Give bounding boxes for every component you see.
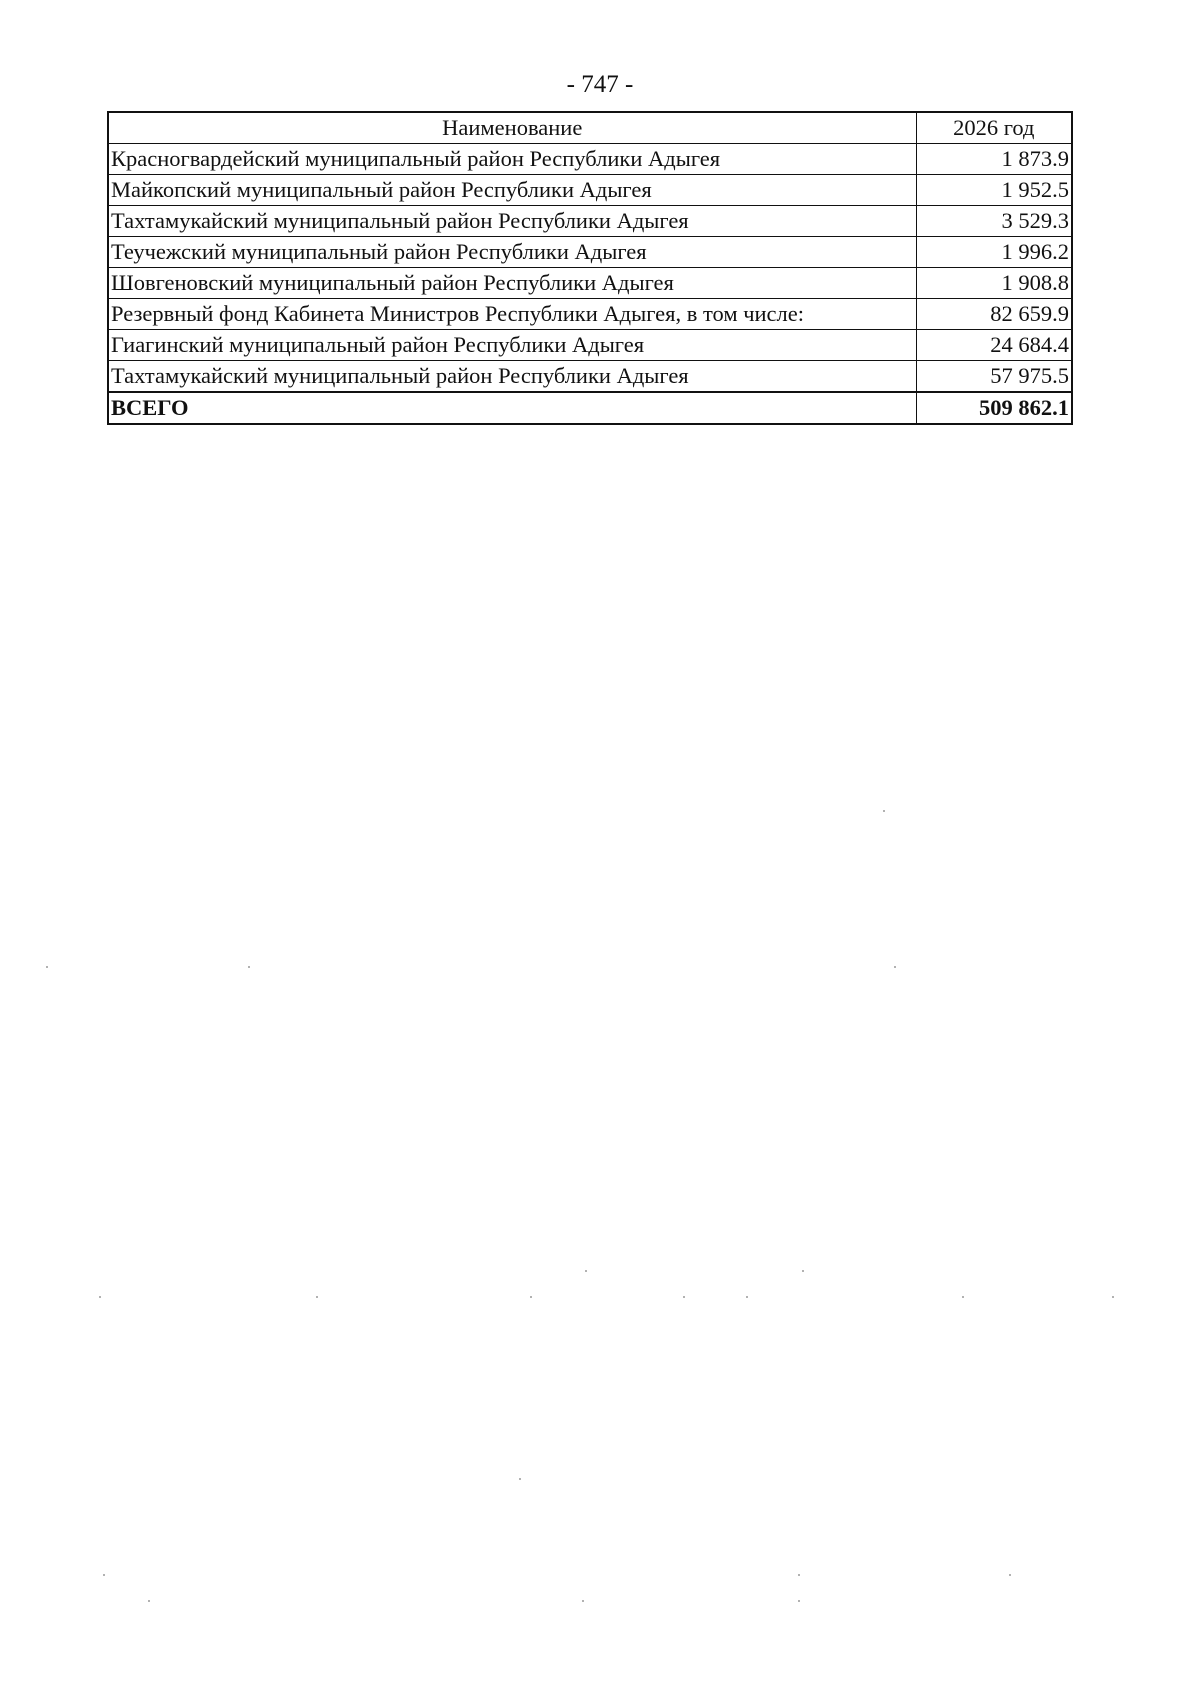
table-row [108,237,1072,268]
row-value: 82 659.9 [916,299,1072,330]
scan-speck [894,966,896,968]
scan-speck [883,810,885,812]
row-value: 1 996.2 [916,237,1072,268]
scan-speck [46,966,48,968]
row-name: Тахтамукайский муниципальный район Республики Адыгея [108,361,916,393]
row-value: 3 529.3 [916,206,1072,237]
table-row [108,175,1072,206]
row-value: 1 873.9 [916,144,1072,175]
total-row [108,392,1072,424]
header-year: 2026 год [916,112,1072,144]
row-value: 57 975.5 [916,361,1072,393]
header-name: Наименование [108,112,916,144]
table-row [108,330,1072,361]
scan-speck [802,1270,804,1272]
scan-speck [962,1296,964,1298]
table-row [108,144,1072,175]
scan-speck [519,1478,521,1480]
budget-table [107,111,1073,425]
total-value: 509 862.1 [916,392,1072,424]
scan-speck [585,1270,587,1272]
scan-speck [99,1296,101,1298]
page-number: - 747 - [566,71,634,98]
table-row [108,268,1072,299]
scan-speck [248,966,250,968]
scan-speck [148,1600,150,1602]
row-name: Гиагинский муниципальный район Республики Адыгея [108,330,916,361]
scan-speck [683,1296,685,1298]
row-value: 1 952.5 [916,175,1072,206]
table-header-row [108,112,1072,144]
row-value: 24 684.4 [916,330,1072,361]
row-name: Майкопский муниципальный район Республики Адыгея [108,175,916,206]
row-value: 1 908.8 [916,268,1072,299]
row-name: Шовгеновский муниципальный район Республики Адыгея [108,268,916,299]
table-row [108,299,1072,330]
scan-speck [746,1296,748,1298]
scan-speck [1009,1574,1011,1576]
row-name: Резервный фонд Кабинета Министров Республики Адыгея, в том числе: [108,299,916,330]
row-name: Красногвардейский муниципальный район Республики Адыгея [108,144,916,175]
scan-speck [582,1600,584,1602]
row-name: Тахтамукайский муниципальный район Республики Адыгея [108,206,916,237]
scan-speck [1112,1296,1114,1298]
total-label: ВСЕГО [108,392,916,424]
table-row [108,361,1072,393]
scan-speck [530,1296,532,1298]
scan-speck [798,1574,800,1576]
scan-speck [316,1296,318,1298]
scan-speck [798,1600,800,1602]
table-row [108,206,1072,237]
scan-speck [103,1574,105,1576]
row-name: Теучежский муниципальный район Республики Адыгея [108,237,916,268]
